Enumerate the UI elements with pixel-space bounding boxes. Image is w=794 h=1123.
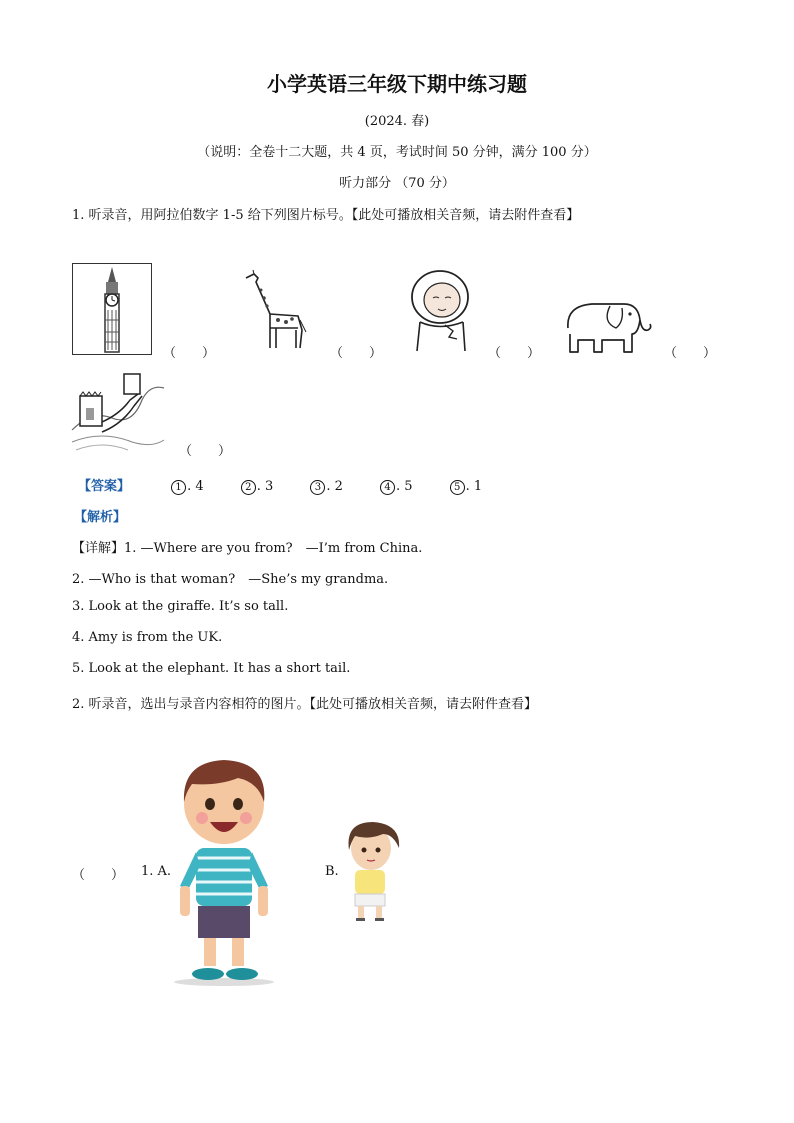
q1-blank-5[interactable]: （ ） — [179, 444, 232, 459]
boy-a-image[interactable] — [172, 756, 276, 988]
answer-row — [78, 475, 514, 495]
page-title: 小学英语三年级下期中练习题 — [267, 72, 527, 96]
detail-tag: 【详解】 — [72, 541, 125, 556]
boy-b-image[interactable] — [343, 820, 403, 922]
answer-item: 5 . 1 — [450, 479, 483, 495]
detail-line-4: 4. Amy is from the UK. — [72, 630, 223, 645]
elephant-image — [562, 298, 654, 356]
exam-note: （说明：全卷十二大题，共 4 页，考试时间 50 分钟，满分 100 分） — [197, 145, 597, 160]
q1-blank-1[interactable]: （ ） — [163, 346, 216, 361]
answer-item: 4 . 5 — [380, 479, 413, 495]
question-1-text: 1. 听录音，用阿拉伯数字 1-5 给下列图片标号。【此处可播放相关音频，请去附件查看】 — [72, 208, 580, 223]
detail-line-2: 2. —Who is that woman? —She’s my grandma. — [72, 572, 389, 587]
q1-blank-4[interactable]: （ ） — [664, 346, 717, 361]
answer-item: 2 . 3 — [241, 479, 274, 495]
section-heading: 听力部分 （70 分） — [339, 176, 455, 191]
big-ben-image — [72, 263, 152, 355]
detail-line-1: 【详解】1. —Where are you from? —I’m from China. — [72, 541, 423, 556]
detail-line-3: 3. Look at the giraffe. It’s so tall. — [72, 599, 289, 614]
q2-blank[interactable]: （ ） — [72, 868, 125, 883]
question-2-text: 2. 听录音，选出与录音内容相符的图片。【此处可播放相关音频，请去附件查看】 — [72, 697, 538, 712]
answer-tag: 【答案】 — [78, 479, 131, 494]
giraffe-image — [240, 270, 310, 350]
exam-year: (2024. 春) — [364, 114, 430, 129]
q1-blank-3[interactable]: （ ） — [488, 346, 541, 361]
q2-option-b-label: B. — [325, 864, 339, 879]
answer-item: 1 . 4 — [171, 479, 204, 495]
detail-line-5: 5. Look at the elephant. It has a short tail. — [72, 661, 351, 676]
grandma-image — [405, 267, 475, 352]
q2-item-label: 1. A. — [141, 864, 172, 879]
answer-item: 3 . 2 — [310, 479, 343, 495]
q1-blank-2[interactable]: （ ） — [330, 346, 383, 361]
analysis-tag: 【解析】 — [74, 510, 127, 525]
great-wall-image — [72, 370, 164, 454]
